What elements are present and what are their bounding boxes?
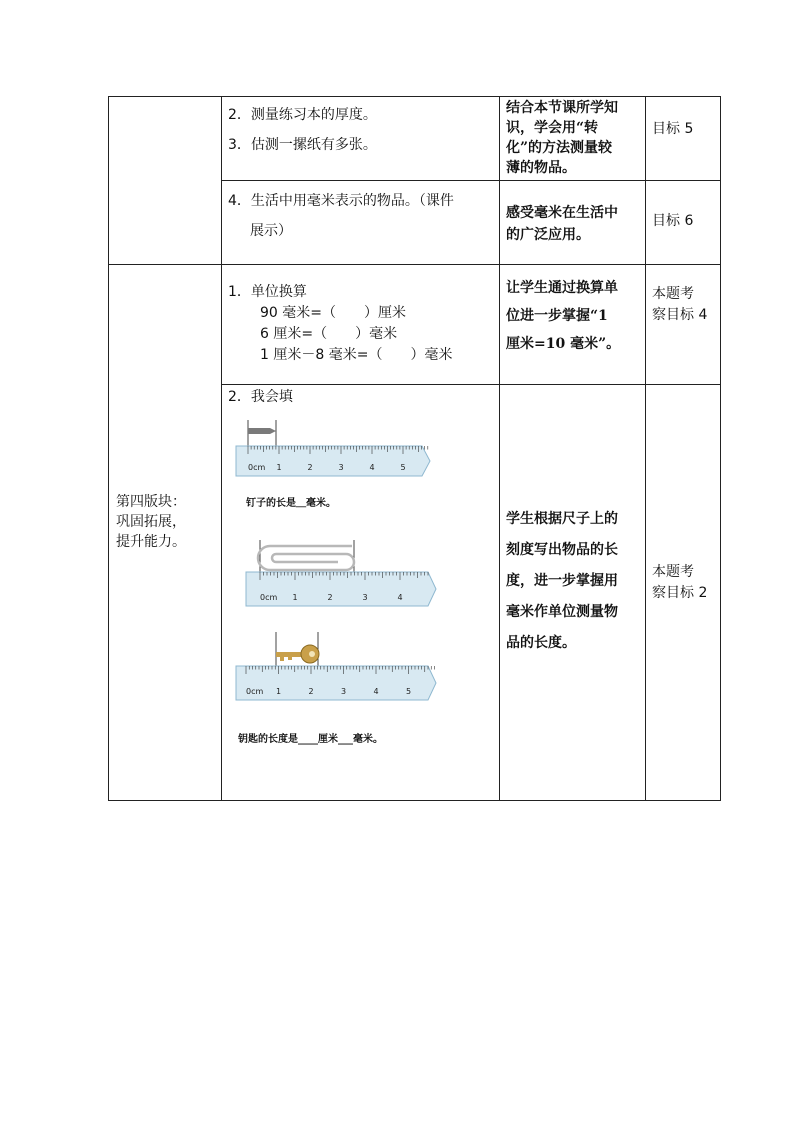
- ruler-label: 5: [400, 463, 406, 472]
- ruler-label: 0cm: [260, 593, 278, 602]
- row1-target: 目标 5: [652, 121, 694, 137]
- block-label-line: 第四版块：: [116, 494, 186, 510]
- purpose-line: 品的长度。: [506, 635, 576, 651]
- purpose-line: 识，学会用“转: [506, 120, 599, 136]
- purpose-line: 毫米作单位测量物: [506, 604, 618, 620]
- ruler-key-figure: [232, 632, 437, 708]
- key-caption: 钥匙的长度是____厘米___毫米。: [238, 734, 383, 745]
- ruler-label: 4: [369, 463, 375, 472]
- purpose-line: 位进一步掌握“1: [506, 308, 608, 324]
- purpose-line: 薄的物品。: [506, 160, 576, 176]
- purpose-line: 厘米=10 毫米”。: [506, 336, 621, 352]
- ruler-label: 0cm: [248, 463, 266, 472]
- row1-items: [228, 100, 496, 160]
- ruler-label: 1: [292, 593, 298, 602]
- target-line: 察目标 4: [652, 307, 708, 323]
- row1-item-2: 2．测量练习本的厚度。: [228, 107, 377, 123]
- conversion-line: 1 厘米－8 毫米=（ ）毫米: [260, 347, 453, 363]
- row3-conversion: [228, 282, 496, 366]
- purpose-line: 度，进一步掌握用: [506, 573, 618, 589]
- purpose-line: 化”的方法测量较: [506, 140, 613, 156]
- row2-item-line: 展示）: [250, 223, 292, 239]
- purpose-line: 感受毫米在生活中: [506, 205, 618, 221]
- ruler-label: 3: [362, 593, 368, 602]
- row1-purpose: [506, 98, 644, 178]
- row2-target: 目标 6: [652, 213, 694, 229]
- target-line: 察目标 2: [652, 585, 708, 601]
- ruler-label: 4: [397, 593, 403, 602]
- purpose-line: 刻度写出物品的长: [506, 542, 618, 558]
- purpose-line: 让学生通过换算单: [506, 280, 618, 296]
- nail-icon: [248, 428, 276, 434]
- row3-target: [652, 284, 718, 326]
- ruler-label: 1: [275, 687, 282, 696]
- key-icon: [276, 645, 319, 663]
- conversion-line: 90 毫米=（ ）厘米: [260, 305, 406, 321]
- ruler-label: 2: [307, 463, 313, 472]
- ruler-label: 0cm: [246, 687, 264, 696]
- purpose-line: 学生根据尺子上的: [506, 511, 618, 527]
- row2-purpose: [506, 202, 644, 246]
- target-line: 本题考: [652, 286, 694, 302]
- ruler-paperclip-figure: [242, 534, 442, 610]
- ruler-label: 3: [340, 687, 347, 696]
- block-label-line: 提升能力。: [116, 534, 186, 550]
- nail-caption: 钉子的长是＿毫米。: [246, 498, 336, 509]
- ruler-label: 5: [405, 687, 412, 696]
- row4-purpose: [506, 504, 644, 659]
- block-label: [116, 492, 220, 552]
- ruler-label: 3: [338, 463, 344, 472]
- purpose-line: 的广泛应用。: [506, 227, 590, 243]
- ruler-label: 2: [308, 687, 314, 696]
- row4-target: [652, 562, 718, 604]
- lesson-table: [108, 96, 721, 801]
- ruler-nail-figure: [232, 420, 432, 478]
- target-line: 本题考: [652, 564, 694, 580]
- row3-purpose: [506, 274, 644, 358]
- row2-item: [228, 186, 496, 246]
- conversion-line: 6 厘米=（ ）毫米: [260, 326, 398, 342]
- ruler-label: 2: [327, 593, 333, 602]
- block-label-line: 巩固拓展，: [116, 514, 186, 530]
- row2-item-line: 4．生活中用毫米表示的物品。（课件: [228, 193, 454, 209]
- row4-title: 2．我会填: [228, 389, 293, 405]
- row3-title: 1．单位换算: [228, 284, 307, 300]
- paperclip-icon: [258, 546, 354, 570]
- ruler-label: 4: [373, 687, 379, 696]
- row1-item-3: 3．估测一摞纸有多张。: [228, 137, 377, 153]
- ruler-label: 1: [276, 463, 282, 472]
- purpose-line: 结合本节课所学知: [506, 100, 618, 116]
